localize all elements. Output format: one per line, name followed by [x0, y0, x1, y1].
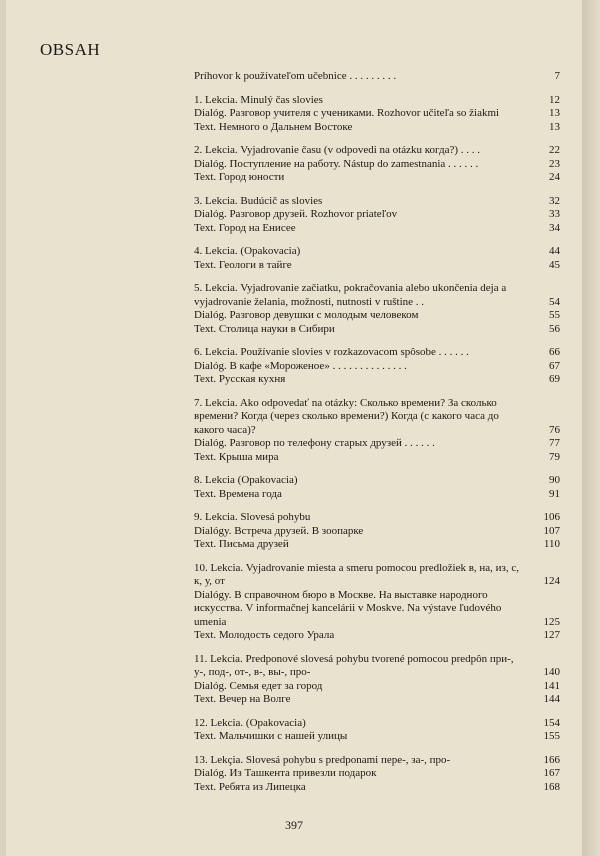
toc-entry-text: Text. Город юности	[194, 171, 285, 183]
toc-entry-text: Dialógy. Встреча друзей. В зоопарке	[194, 524, 364, 537]
toc-entry-text: 1. Lekcia. Minulý čas slovies	[194, 93, 323, 106]
toc-entry-text: Príhovor k používateľom učebnice . . . . . . . . .	[194, 70, 397, 82]
toc-entry-text: Text. Ребята из Липецка	[194, 780, 306, 793]
toc-entry-text: Dialóg. Разговор по телефону старых друзей . . . . . .	[194, 437, 435, 449]
toc-entry	[194, 245, 560, 259]
toc-entry-page: 34	[549, 221, 560, 234]
toc-entry	[194, 693, 560, 707]
toc-entry	[194, 397, 560, 438]
toc-entry	[194, 437, 560, 451]
toc-entry-text: Text. Времена года	[194, 487, 282, 500]
toc-entry-page: 12	[549, 93, 560, 106]
contents-heading: OBSAH	[40, 40, 101, 59]
toc-entry	[194, 323, 560, 337]
toc-entry-text: 6. Lekcia. Používanie slovies v rozkazovacom spôsobe . . . . . .	[194, 346, 469, 358]
toc-entry-text: 13. Lekçia. Slovesá pohybu s predponami пере-, за-, про-	[194, 753, 451, 766]
toc-entry	[194, 222, 560, 236]
toc-entry	[194, 360, 560, 374]
toc-entry-page: 124	[543, 575, 560, 587]
toc-entry-text: Dialóg. Поступление на работу. Nástup do zamestnania . . . . . .	[194, 157, 479, 170]
toc-entry-text: 3. Lekcia. Budúcič as slovies	[194, 194, 323, 207]
toc-entry-page: 155	[543, 730, 560, 742]
toc-entry-text: Dialóg. Из Ташкента привезли подарок	[194, 767, 377, 779]
toc-entry-text: Text. Крыша мира	[194, 450, 279, 463]
toc-lesson-group	[194, 245, 560, 272]
toc-entry	[194, 158, 560, 172]
toc-entry	[194, 94, 560, 108]
toc-entry	[194, 653, 560, 680]
toc-entry-page: 7	[554, 70, 560, 82]
toc-entry-page: 33	[549, 208, 560, 220]
toc-entry-text: Text. Молодость седого Урала	[194, 629, 335, 641]
toc-lesson-group	[194, 397, 560, 465]
toc-entry-text: 2. Lekcia. Vyjadrovanie času (v odpovedi na otázku когда?) . . . .	[194, 144, 480, 156]
toc-entry-page: 76	[549, 423, 560, 436]
toc-entry-page: 79	[549, 450, 560, 463]
toc-entry-text: Dialóg. Разговор друзей. Rozhovor priateľov	[194, 208, 398, 220]
toc-entry	[194, 474, 560, 488]
toc-entry-page: 24	[549, 171, 560, 183]
toc-entry-page: 91	[549, 487, 560, 500]
toc-lesson-group	[194, 474, 560, 501]
toc-entry-text: 5. Lekcia. Vyjadrovanie začiatku, pokračovania alebo ukončenia deja a vyjadrovanie želania, možnosti, nutnosti v ruštine . .	[194, 282, 507, 308]
toc-entry-text: Dialóg. В кафе «Мороженое» . . . . . . . . . . . . . .	[194, 359, 407, 372]
toc-entry-text: 9. Lekcia. Slovesá pohybu	[194, 511, 311, 523]
toc-entry-text: Text. Вечер на Волге	[194, 693, 291, 705]
toc-entry-page: 44	[549, 245, 560, 257]
toc-entry	[194, 488, 560, 502]
toc-entry-page: 167	[543, 767, 560, 779]
toc-entry-preface	[194, 70, 560, 84]
toc-entry	[194, 781, 560, 795]
toc-entry	[194, 525, 560, 539]
toc-entry-page: 77	[549, 437, 560, 449]
table-of-contents	[194, 70, 560, 804]
toc-entry-page: 90	[549, 474, 560, 486]
toc-entry-text: 7. Lekcia. Ako odpovedať na otázky: Сколько времени? За сколько времени? Когда (через сколько времени?) Когда (с какого часа до какого часа)?	[194, 396, 499, 436]
toc-entry	[194, 680, 560, 694]
toc-entry-page: 67	[549, 359, 560, 372]
toc-lesson-group	[194, 282, 560, 336]
toc-entry-text: 11. Lekcia. Predponové slovesá pohybu tvorené pomocou predpôn при-, у-, под-, от-, в-, вы-, про-	[194, 652, 514, 678]
toc-entry	[194, 373, 560, 387]
toc-entry	[194, 259, 560, 273]
toc-entry	[194, 767, 560, 781]
toc-entry	[194, 511, 560, 525]
toc-entry-text: Text. Геологи в тайге	[194, 258, 292, 271]
toc-entry-page: 168	[543, 780, 560, 793]
toc-lesson-group	[194, 562, 560, 643]
toc-entry-text: Dialóg. Разговор учителя с учениками. Rozhovor učiteľa so žiakmi	[194, 107, 500, 119]
toc-entry	[194, 717, 560, 731]
toc-entry-page: 22	[549, 144, 560, 156]
toc-entry-page: 54	[549, 295, 560, 308]
toc-lesson-group	[194, 144, 560, 185]
toc-entry	[194, 346, 560, 360]
toc-entry	[194, 309, 560, 323]
toc-entry-page: 13	[549, 120, 560, 133]
toc-entry-page: 107	[543, 524, 560, 537]
toc-entry	[194, 451, 560, 465]
toc-entry-page: 13	[549, 107, 560, 119]
toc-entry-text: Dialóg. Разговор девушки с молодым человеком	[194, 309, 419, 321]
toc-entry-page: 106	[543, 511, 560, 523]
toc-entry	[194, 144, 560, 158]
toc-lesson-group	[194, 653, 560, 707]
toc-entry-text: Text. Мальчишки с нашей улицы	[194, 730, 348, 742]
toc-entry	[194, 629, 560, 643]
toc-entry-page: 141	[543, 679, 560, 692]
toc-entry	[194, 282, 560, 309]
toc-entry-text: Dialógy. В справочном бюро в Москве. На выставке народного искусства. V informačnej kancelárii v Moskve. Na výstave ľudového umenia	[194, 588, 502, 628]
toc-entry-page: 56	[549, 322, 560, 335]
toc-entry-page: 110	[543, 538, 560, 550]
page-number: 397	[285, 818, 303, 832]
toc-lesson-group	[194, 754, 560, 795]
toc-entry-page: 66	[549, 346, 560, 358]
toc-entry-text: 8. Lekcia (Opakovacia)	[194, 474, 298, 486]
toc-entry-page: 69	[549, 373, 560, 385]
toc-entry-text: 4. Lekcia. (Opakovacia)	[194, 245, 301, 257]
toc-entry-page: 23	[549, 157, 560, 170]
toc-entry	[194, 730, 560, 744]
toc-lesson-group	[194, 511, 560, 552]
toc-entry	[194, 107, 560, 121]
toc-lesson-group	[194, 195, 560, 236]
toc-entry-page: 127	[543, 629, 560, 641]
toc-entry	[194, 171, 560, 185]
toc-entry	[194, 754, 560, 768]
toc-lesson-group	[194, 94, 560, 135]
toc-entry-page: 32	[549, 194, 560, 207]
toc-entry	[194, 121, 560, 135]
toc-entry-page: 45	[549, 258, 560, 271]
toc-entry-text: Text. Немного о Дальнем Востоке	[194, 120, 353, 133]
page-edge	[582, 0, 600, 856]
toc-entry-page: 125	[543, 615, 560, 628]
toc-lesson-group	[194, 717, 560, 744]
toc-entry-page: 154	[543, 716, 560, 729]
toc-entry-page: 166	[543, 753, 560, 766]
toc-entry-text: Text. Столица науки в Сибири	[194, 322, 335, 335]
toc-entry-text: Dialóg. Семья едет за город	[194, 679, 323, 692]
toc-entry-text: 10. Lekcia. Vyjadrovanie miesta a smeru pomocou predložiek в, на, из, с, к, у, от	[194, 561, 520, 587]
toc-entry-text: Text. Письма друзей	[194, 538, 289, 550]
toc-entry-page: 144	[543, 693, 560, 705]
toc-entry-page: 140	[543, 666, 560, 678]
toc-entry-page: 55	[549, 309, 560, 321]
toc-entry	[194, 195, 560, 209]
toc-entry	[194, 208, 560, 222]
toc-entry	[194, 589, 560, 630]
toc-entry	[194, 538, 560, 552]
book-page	[6, 0, 582, 856]
toc-entry-text: 12. Lekcia. (Opakovacia)	[194, 716, 306, 729]
toc-entry-text: Text. Город на Енисее	[194, 221, 296, 234]
toc-entry	[194, 562, 560, 589]
toc-entry-text: Text. Русская кухня	[194, 373, 286, 385]
toc-lesson-group	[194, 346, 560, 387]
